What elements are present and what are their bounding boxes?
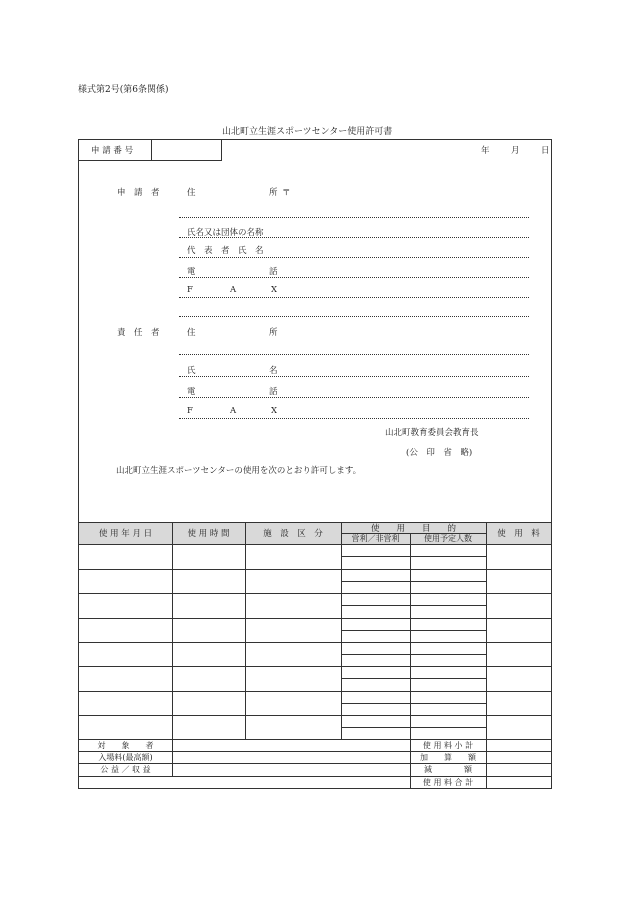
responsible-name-label-1: 氏 — [187, 366, 196, 376]
date-month: 月 — [511, 146, 520, 156]
footer-entry-fee-label: 入場料(最高額) — [98, 752, 153, 762]
official-seal-note: (公 印 省 略) — [406, 448, 473, 458]
header-usage-time: 使 用 時 間 — [187, 529, 230, 539]
page-title: 山北町立生涯スポーツセンター使用許可書 — [222, 127, 393, 137]
responsible-section-label: 責 任 者 — [117, 328, 160, 338]
footer-subtotal-label: 使 用 料 小 計 — [422, 740, 474, 750]
header-usage-fee: 使 用 料 — [497, 529, 540, 539]
applicant-org-name-label: 氏名又は団体の名称 — [187, 228, 264, 238]
issuer-name: 山北町教育委員会教育長 — [385, 428, 479, 438]
header-profit-nonprofit: 営利／非営利 — [351, 534, 400, 543]
header-facility-category: 施 設 区 分 — [263, 529, 323, 539]
application-number-label: 申 請 番 号 — [91, 146, 134, 156]
applicant-address-label-2: 所 — [269, 188, 278, 198]
responsible-address-label-2: 所 — [269, 328, 278, 338]
responsible-tel-label-1: 電 — [187, 387, 196, 397]
responsible-tel-label-2: 話 — [269, 387, 278, 397]
responsible-fax-label-3: X — [271, 406, 278, 416]
applicant-fax-label-2: A — [230, 285, 237, 295]
footer-total-label: 使 用 料 合 計 — [422, 777, 474, 787]
header-usage-purpose: 使 用 目 的 — [370, 523, 456, 534]
permit-statement: 山北町立生涯スポーツセンターの使用を次のとおり許可します。 — [116, 466, 362, 476]
header-usage-date: 使 用 年 月 日 — [98, 529, 153, 539]
date-day: 日 — [541, 146, 550, 156]
applicant-fax-label-1: F — [187, 285, 193, 295]
applicant-tel-label-1: 電 — [187, 267, 196, 277]
responsible-fax-label-1: F — [187, 406, 193, 416]
footer-target-label: 対 象 者 — [97, 740, 154, 750]
permit-form — [78, 139, 552, 789]
applicant-fax-label-3: X — [271, 285, 278, 295]
header-planned-people: 使用予定人数 — [424, 534, 472, 543]
form-number: 様式第2号(第6条関係) — [78, 85, 169, 95]
footer-public-profit-label: 公 益 ／ 収 益 — [100, 765, 151, 774]
applicant-rep-label: 代 表 者 氏 名 — [187, 246, 264, 256]
applicant-tel-label-2: 話 — [269, 267, 278, 277]
footer-reduction-label: 減 額 — [424, 765, 472, 774]
application-number-field[interactable] — [154, 141, 220, 159]
postal-mark: 〒 — [282, 188, 291, 198]
footer-additional-label: 加 算 額 — [420, 752, 476, 762]
date-year: 年 — [481, 146, 490, 156]
responsible-address-label: 住 — [187, 328, 196, 338]
applicant-address-label: 住 — [187, 188, 196, 198]
applicant-section-label: 申 請 者 — [117, 188, 160, 198]
responsible-name-label-2: 名 — [269, 366, 278, 376]
responsible-fax-label-2: A — [230, 406, 237, 416]
